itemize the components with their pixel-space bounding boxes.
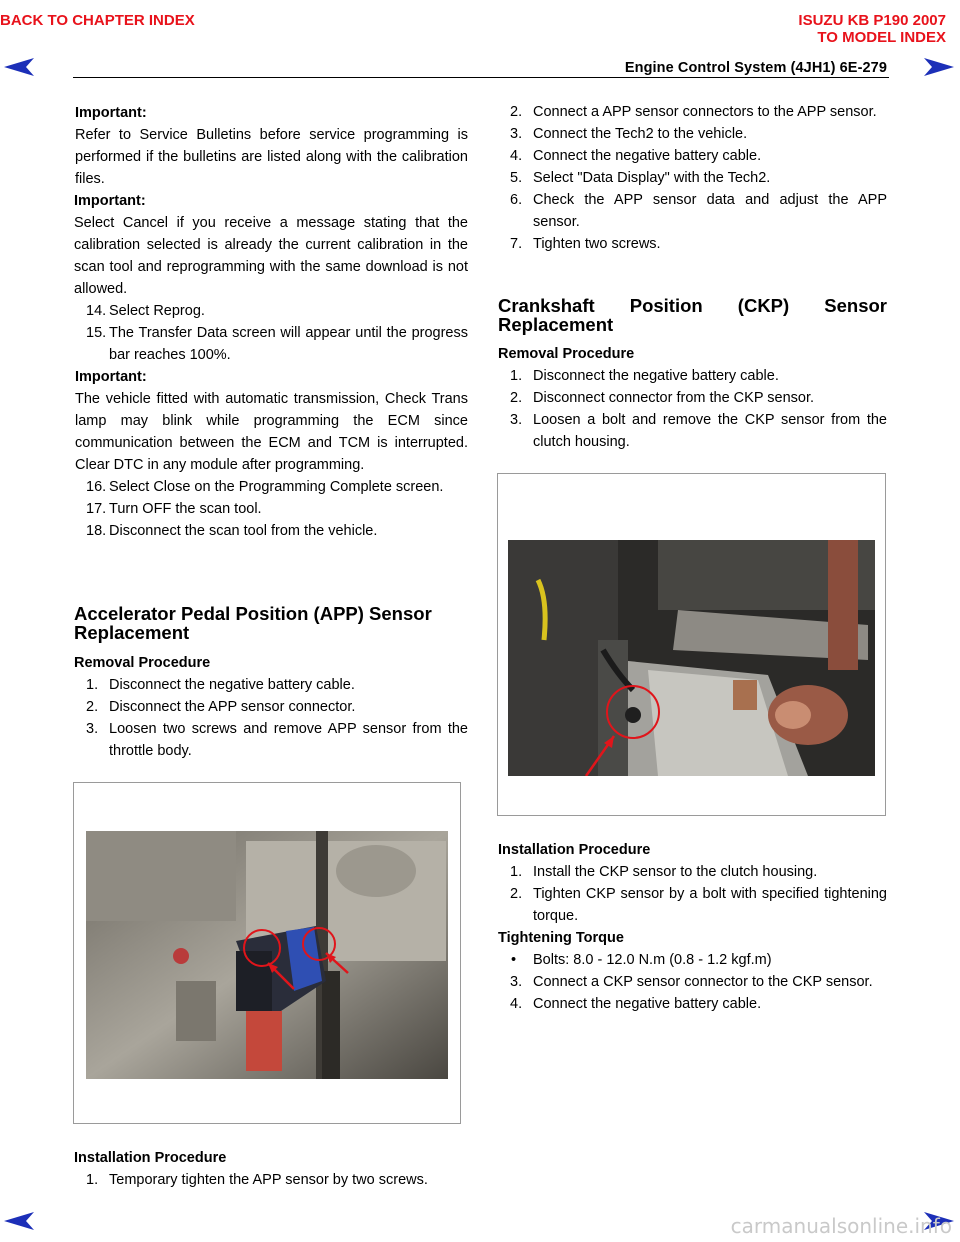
- list-item: 15. The Transfer Data screen will appear until the progress bar reaches 100%.: [86, 325, 468, 363]
- installation-procedure-label: Installation Procedure: [74, 1150, 227, 1166]
- previous-page-arrow-icon[interactable]: [4, 58, 34, 76]
- app-sensor-photo: [86, 831, 448, 1079]
- right-column: [498, 101, 887, 255]
- list-item: 14. Select Reprog.: [86, 303, 205, 319]
- list-item: 1. Disconnect the negative battery cable.: [86, 677, 355, 693]
- ckp-sensor-photo: [508, 540, 875, 776]
- tightening-torque-label: Tightening Torque: [498, 930, 624, 946]
- app-install-section: [74, 1147, 468, 1191]
- list-item: 7. Tighten two screws.: [510, 236, 661, 252]
- ckp-install-section: [498, 839, 887, 1015]
- ckp-sensor-figure: [497, 473, 886, 816]
- to-model-index-link[interactable]: TO MODEL INDEX: [817, 29, 946, 46]
- important-label: Important:: [75, 105, 147, 121]
- list-item: 16. Select Close on the Programming Complete screen.: [86, 479, 444, 495]
- important-label: Important:: [74, 193, 146, 209]
- list-item: 4. Connect the negative battery cable.: [510, 996, 762, 1012]
- previous-page-arrow-icon[interactable]: [4, 1212, 34, 1230]
- list-item: 1. Disconnect the negative battery cable.: [510, 368, 779, 384]
- bullet-icon: •: [511, 952, 517, 968]
- list-item: 2. Tighten CKP sensor by a bolt with specified tightening torque.: [510, 886, 887, 924]
- list-item: 1. Install the CKP sensor to the clutch housing.: [510, 864, 818, 880]
- list-item: 3. Connect a CKP sensor connector to the CKP sensor.: [510, 974, 873, 990]
- header-rule: [73, 77, 889, 78]
- important-text: The vehicle fitted with automatic transmission, Check Trans lamp may blink while programming the ECM since communication between the ECM and TCM is interrupted. Clear DTC in any module after programming.: [75, 391, 468, 473]
- next-page-arrow-icon[interactable]: [924, 58, 954, 76]
- list-item: 2. Connect a APP sensor connectors to the APP sensor.: [510, 104, 877, 120]
- watermark: carmanualsonline.info: [730, 1214, 952, 1238]
- app-section: [74, 604, 468, 762]
- list-item: 17. Turn OFF the scan tool.: [86, 501, 262, 517]
- list-item: 3. Loosen a bolt and remove the CKP sensor from the clutch housing.: [510, 412, 887, 450]
- list-item: 3. Connect the Tech2 to the vehicle.: [510, 126, 748, 142]
- list-item: 6. Check the APP sensor data and adjust the APP sensor.: [510, 192, 887, 230]
- list-item: 3. Loosen two screws and remove APP sensor from the throttle body.: [86, 721, 468, 759]
- important-text: Refer to Service Bulletins before service programming is performed if the bulletins are listed along with the calibration files.: [75, 127, 468, 187]
- ckp-section: [498, 296, 887, 453]
- page-header-title: Engine Control System (4JH1) 6E-279: [624, 60, 887, 76]
- app-sensor-figure: [73, 782, 461, 1124]
- removal-procedure-label: Removal Procedure: [74, 655, 211, 671]
- section-heading: Accelerator Pedal Position (APP) Sensor Replacement: [74, 603, 432, 643]
- list-item: 4. Connect the negative battery cable.: [510, 148, 762, 164]
- model-title-link[interactable]: ISUZU KB P190 2007: [798, 12, 946, 29]
- list-item: 1. Temporary tighten the APP sensor by two screws.: [86, 1172, 428, 1188]
- back-to-chapter-index-link[interactable]: BACK TO CHAPTER INDEX: [0, 12, 195, 29]
- list-item: 18. Disconnect the scan tool from the vehicle.: [86, 523, 378, 539]
- left-column: [74, 102, 468, 542]
- list-item: 5. Select "Data Display" with the Tech2.: [510, 170, 771, 186]
- list-item: 2. Disconnect the APP sensor connector.: [86, 699, 356, 715]
- removal-procedure-label: Removal Procedure: [498, 346, 635, 362]
- section-heading: Crankshaft Position (CKP) Sensor Replacement: [498, 295, 887, 335]
- important-text: Select Cancel if you receive a message stating that the calibration selected is already the current calibration in the scan tool and reprogramming with the same download is not allowed.: [74, 215, 468, 297]
- important-label: Important:: [75, 369, 147, 385]
- installation-procedure-label: Installation Procedure: [498, 842, 651, 858]
- list-item: 2. Disconnect connector from the CKP sensor.: [510, 390, 815, 406]
- list-item: • Bolts: 8.0 - 12.0 N.m (0.8 - 1.2 kgf.m): [498, 949, 887, 971]
